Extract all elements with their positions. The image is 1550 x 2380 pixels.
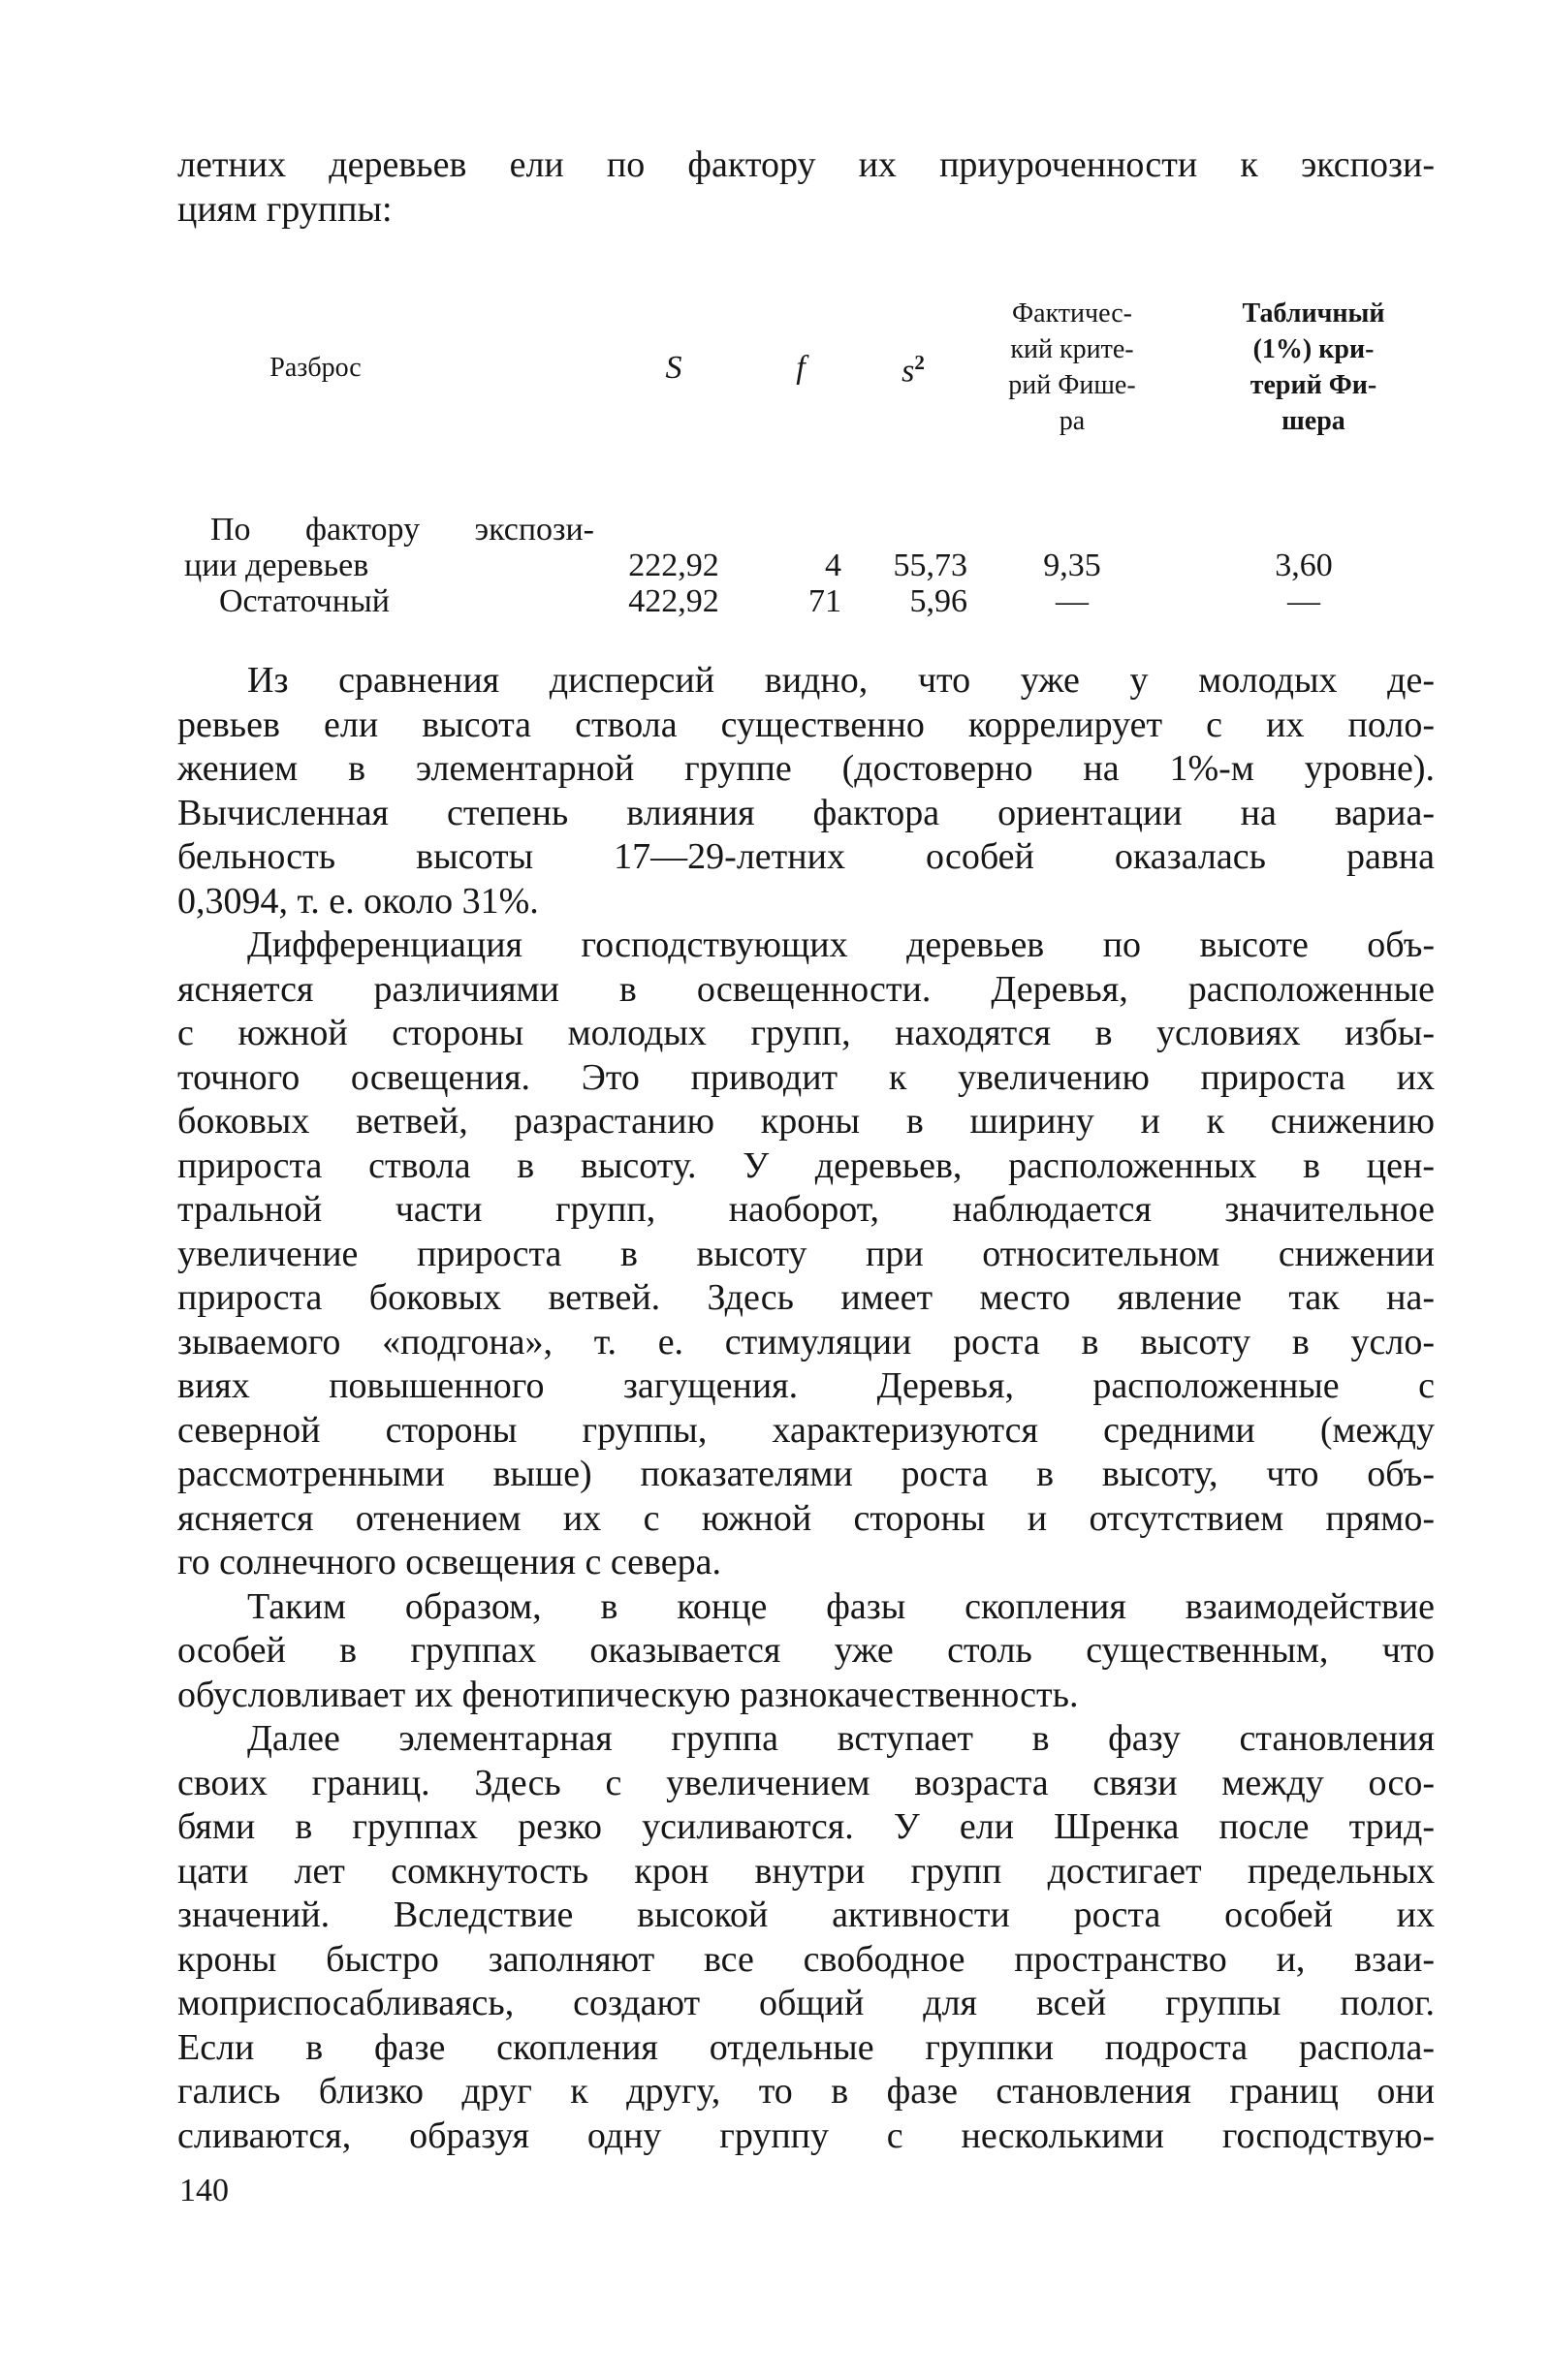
cell-f: 71	[808, 583, 841, 619]
page-number: 140	[179, 2173, 229, 2208]
text-line: прироста ствола в высоту. У деревьев, расположенных в цен-	[177, 1144, 1435, 1186]
header-line: ра	[1059, 406, 1086, 436]
text-line: северной стороны группы, характеризуются средними (между	[177, 1409, 1435, 1451]
cell-actual-dash: —	[1056, 583, 1089, 619]
text-line: жением в элементарной группе (достоверно на 1%-м уровне).	[177, 748, 1435, 789]
text-line: летних деревьев ели по фактору их приуроченности к экспози-	[177, 144, 1435, 185]
header-line: терий Фи-	[1249, 370, 1377, 400]
table-header-s	[601, 294, 746, 441]
text-line: Если в фазе скопления отдельные группки подроста распола-	[177, 2026, 1435, 2068]
text-line: боковых ветвей, разрастанию кроны в ширину и к снижению	[177, 1101, 1435, 1142]
row-label: Остаточный	[219, 583, 390, 619]
header-line: шера	[1281, 406, 1345, 436]
text-line: Таким образом, в конце фазы скопления взаимодействие	[247, 1585, 1435, 1627]
text-line: цати лет сомкнутость крон внутри групп достигает предельных	[177, 1850, 1435, 1892]
text-line: зываемого «подгона», т. е. стимуляции роста в высоту в усло-	[177, 1321, 1435, 1362]
header-label: $s^2$	[902, 351, 925, 390]
text-line: моприспосабливаясь, создают общий для всей группы полог.	[177, 1983, 1435, 2023]
text-line: циям группы:	[177, 188, 393, 230]
header-line: Табличный	[1242, 298, 1385, 329]
text-line: виях повышенного загущения. Деревья, расположенные с	[177, 1365, 1435, 1406]
header-line: кий крите-	[1010, 334, 1134, 364]
text-line: с южной стороны молодых групп, находятся в условиях избы-	[177, 1013, 1435, 1053]
text-line: го солнечного освещения с севера.	[177, 1542, 722, 1582]
table-header-f	[746, 294, 855, 441]
text-line: Далее элементарная группа вступает в фазу становления	[247, 1718, 1435, 1759]
text-line: гались близко друг к другу, то в фазе становления границ они	[177, 2071, 1435, 2112]
row-label: ции деревьев	[184, 548, 369, 583]
intro-paragraph	[177, 143, 1435, 232]
header-line: рий Фише-	[1008, 370, 1136, 400]
text-line: ясняется отенением их с южной стороны и отсутствием прямо-	[177, 1497, 1435, 1539]
header-label: f	[796, 349, 806, 386]
text-line: особей в группах оказывается уже столь существенным, что	[177, 1630, 1435, 1671]
text-line: тральной части групп, наоборот, наблюдается значительное	[177, 1189, 1435, 1230]
text-line: бельность высоты 17—29-летних особей оказалась равна	[177, 836, 1435, 877]
text-line: бями в группах резко усиливаются. У ели Шренка после трид-	[177, 1806, 1435, 1847]
cell-s: 422,92	[628, 583, 719, 619]
text-line: увеличение прироста в высоту при относительном снижении	[177, 1233, 1435, 1274]
table-header-s2	[855, 294, 971, 441]
header-line: Фактичес-	[1012, 298, 1132, 329]
cell-f: 4	[825, 548, 841, 583]
text-line: обусловливает их фенотипическую разнокачественность.	[177, 1674, 1079, 1715]
table-row	[177, 512, 1435, 548]
text-line: Дифференциация господствующих деревьев по высоте объ-	[247, 924, 1435, 965]
text-line: значений. Вследствие высокой активности роста особей их	[177, 1895, 1435, 1935]
body-text	[177, 659, 1435, 2158]
row-label: По фактору экспози-	[210, 512, 594, 548]
text-line: точного освещения. Это приводит к увеличению прироста их	[177, 1056, 1435, 1098]
text-line: ревьев ели высота ствола существенно коррелирует с их поло-	[177, 704, 1435, 745]
text-line: своих границ. Здесь с увеличением возраста связи между осо-	[177, 1762, 1435, 1803]
superscript-2: 2	[914, 351, 925, 375]
header-label: S	[665, 349, 682, 386]
cell-s2: 55,73	[893, 548, 967, 583]
text-line: кроны быстро заполняют все свободное пространство и, взаи-	[177, 1938, 1435, 1980]
text-line: Вычисленная степень влияния фактора ориентации на вариа-	[177, 792, 1435, 833]
text-line: сливаются, образуя одну группу с несколькими господствую-	[177, 2114, 1435, 2156]
header-label: Разброс	[269, 352, 362, 383]
text-line: 0,3094, т. е. около 31%.	[177, 880, 539, 922]
cell-tabular-dash: —	[1287, 583, 1320, 619]
cell-s: 222,92	[628, 548, 719, 583]
cell-tabular: 3,60	[1275, 548, 1333, 583]
table-row	[177, 583, 1435, 619]
cell-actual: 9,35	[1043, 548, 1101, 583]
text-line: ясняется различиями в освещенности. Деревья, расположенные	[177, 968, 1435, 1010]
header-line: (1%) кри-	[1252, 334, 1375, 364]
cell-s2: 5,96	[909, 583, 967, 619]
text-line: Из сравнения дисперсий видно, что уже у молодых де-	[247, 660, 1435, 701]
table-header-spread	[177, 294, 454, 441]
table-header-tabular-fisher	[1192, 294, 1435, 441]
table-row	[177, 548, 1435, 583]
text-line: рассмотренными выше) показателями роста в высоту, что объ-	[177, 1454, 1435, 1494]
table-header-actual-fisher	[971, 294, 1173, 441]
text-line: прироста боковых ветвей. Здесь имеет место явление так на-	[177, 1277, 1435, 1318]
